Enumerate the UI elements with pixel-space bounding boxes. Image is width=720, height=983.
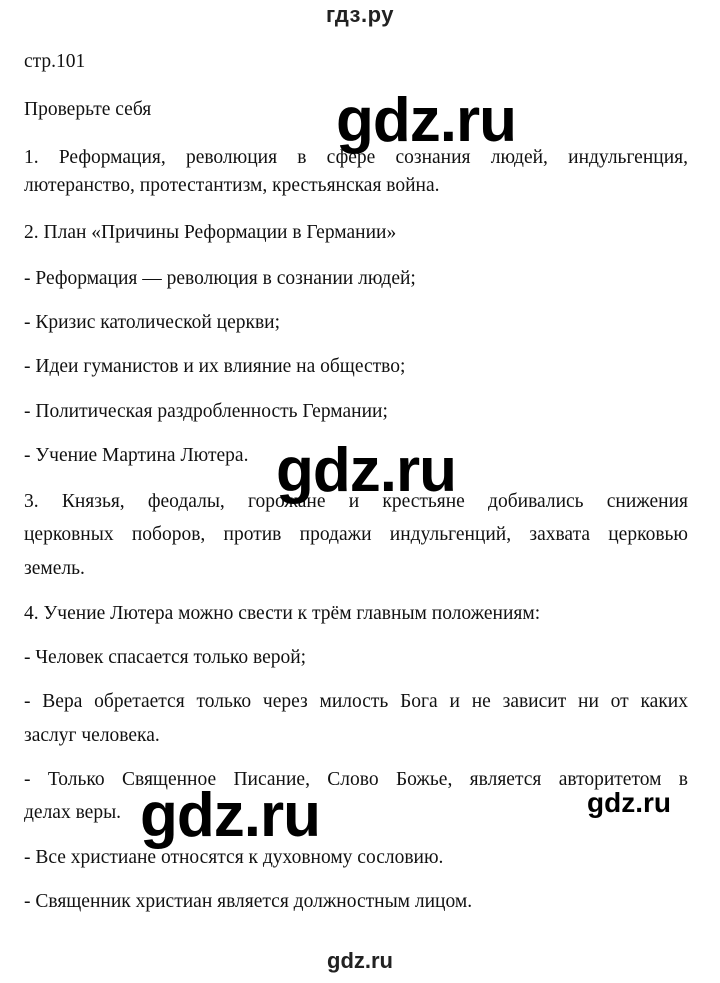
- answer-2-item-2: - Кризис католической церкви;: [24, 312, 281, 333]
- answer-2-item-5: - Учение Мартина Лютера.: [24, 445, 249, 466]
- answer-4-item-2-line-2: заслуг человека.: [24, 725, 160, 746]
- answer-1-line-1: 1. Реформация, революция в сфере сознания людей, индульгенция,: [24, 147, 688, 168]
- watermark-logo: gdz.ru: [336, 86, 516, 155]
- answer-4-item-3-line-2: делах веры.: [24, 802, 122, 823]
- watermark-logo: gdz.ru: [140, 781, 320, 850]
- answer-2-item-1: - Реформация — революция в сознании людей;: [24, 268, 416, 289]
- answer-3-line-3: земель.: [24, 558, 85, 579]
- answer-4-item-2-line-1: - Вера обретается только через милость Бога и не зависит ни от каких: [24, 691, 688, 712]
- answer-3-line-2: церковных поборов, против продажи индульгенций, захвата церковью: [24, 524, 688, 545]
- answer-2-title: 2. План «Причины Реформации в Германии»: [24, 222, 397, 243]
- answer-4-title: 4. Учение Лютера можно свести к трём главным положениям:: [24, 603, 541, 624]
- answer-4-item-3-line-1: - Только Священное Писание, Слово Божье, является авторитетом в: [24, 769, 688, 790]
- answer-4-item-1: - Человек спасается только верой;: [24, 647, 307, 668]
- section-title: Проверьте себя: [24, 99, 152, 120]
- answer-4-item-4: - Все христиане относятся к духовному сословию.: [24, 847, 444, 868]
- answer-3-line-1: 3. Князья, феодалы, горожане и крестьяне добивались снижения: [24, 491, 688, 512]
- page-reference: стр.101: [24, 51, 86, 72]
- answer-2-item-4: - Политическая раздробленность Германии;: [24, 401, 388, 422]
- watermark-logo: gdz.ru: [276, 436, 456, 505]
- answer-1-line-2: лютеранство, протестантизм, крестьянская война.: [24, 175, 440, 196]
- watermark-logo-small: gdz.ru: [587, 787, 671, 818]
- footer-site-name: gdz.ru: [327, 948, 393, 973]
- header-site-name: гдз.ру: [326, 2, 394, 27]
- answer-4-item-5: - Священник христиан является должностным лицом.: [24, 891, 473, 912]
- answer-2-item-3: - Идеи гуманистов и их влияние на общество;: [24, 356, 406, 377]
